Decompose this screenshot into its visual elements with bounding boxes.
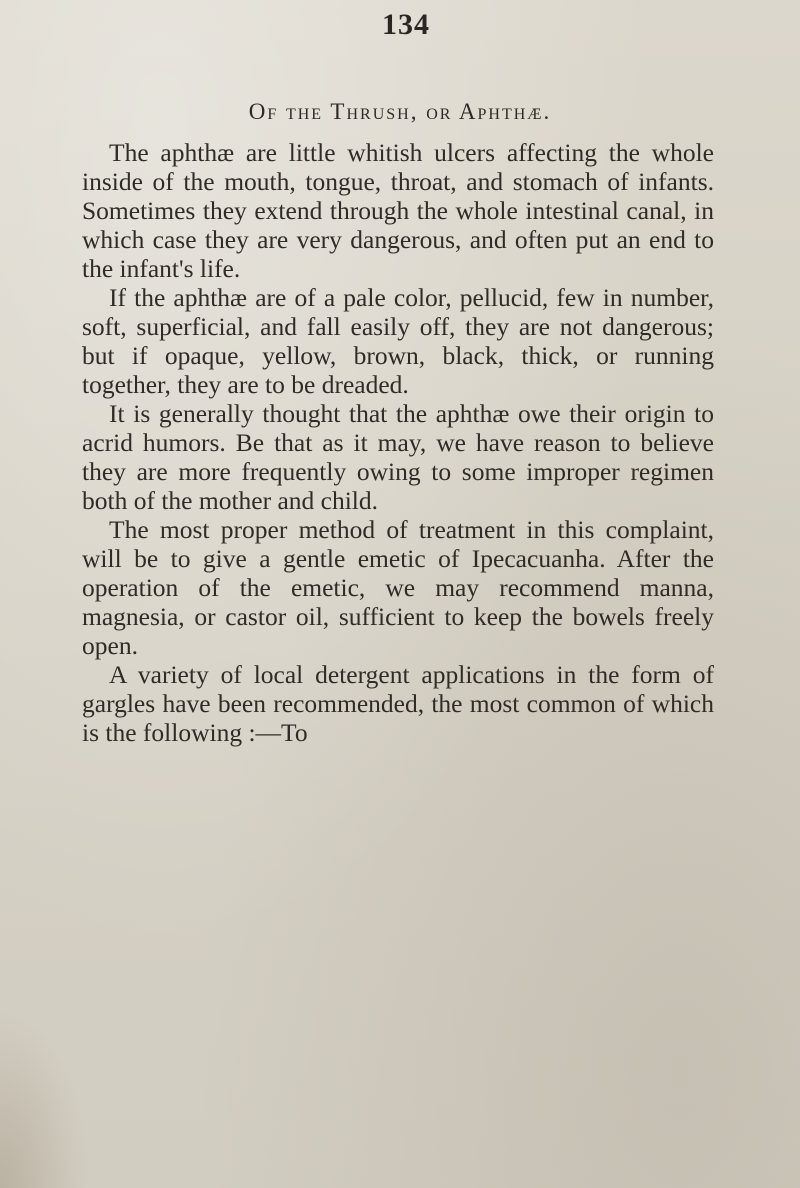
- section-heading: Of the Thrush, or Aphthæ.: [248, 99, 552, 124]
- page-edge-shadow: [0, 1008, 90, 1188]
- page-number: 134: [382, 8, 430, 41]
- paragraph-4: The most proper method of treatment in this complaint, will be to give a gentle emetic of Ipecacuanha. After the operation of the emetic, we may recommend manna, magnesia, or castor oil, sufficient to keep the bowels freely open.: [82, 515, 714, 660]
- paragraph-2: If the aphthæ are of a pale color, pellucid, few in number, soft, superficial, and fall easily off, they are not dangerous; but if opaque, yellow, brown, black, thick, or running together, they are to be dreaded.: [82, 283, 714, 399]
- body-text: [82, 138, 714, 747]
- paragraph-3: It is generally thought that the aphthæ owe their origin to acrid humors. Be that as it may, we have reason to believe they are more frequently owing to some improper regimen both of the mother and child.: [82, 399, 714, 515]
- paragraph-1: The aphthæ are little whitish ulcers affecting the whole inside of the mouth, tongue, throat, and stomach of infants. Sometimes they extend through the whole intestinal canal, in which case they are very dangerous, and often put an end to the infant's life.: [82, 138, 714, 283]
- paragraph-5: A variety of local detergent applications in the form of gargles have been recommended, the most common of which is the following :—To: [82, 660, 714, 747]
